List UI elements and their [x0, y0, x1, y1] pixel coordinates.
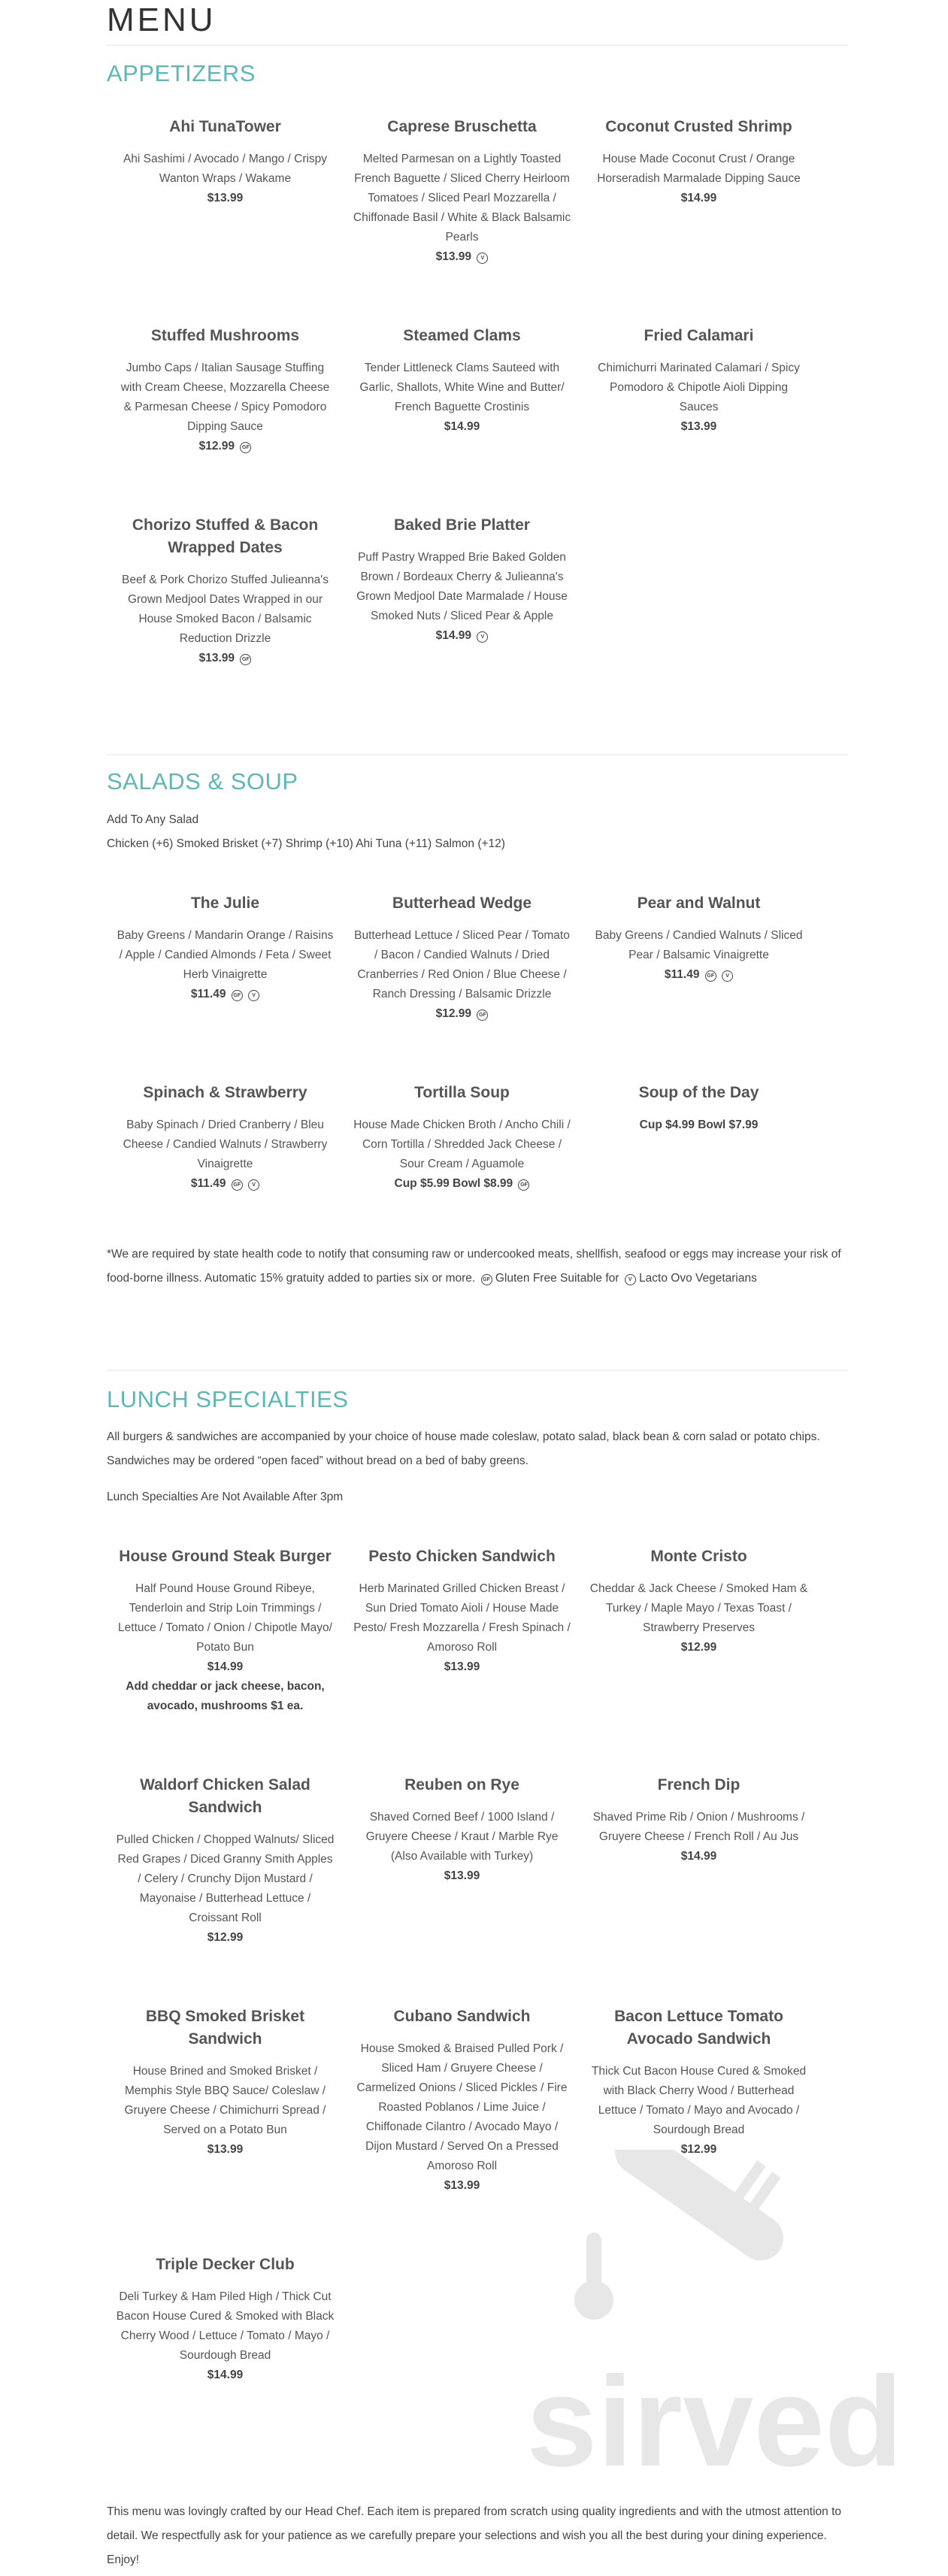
- vegetarian-icon: V: [625, 1274, 636, 1285]
- menu-grid: [107, 116, 848, 668]
- item-price-line: [116, 985, 335, 1004]
- item-name: Triple Decker Club: [156, 2256, 295, 2273]
- health-notice: [107, 1243, 848, 1291]
- item-note: (Also Available with Turkey): [390, 1850, 534, 1863]
- section-appetizers: [107, 45, 848, 668]
- menu-item: [344, 2005, 580, 2196]
- gluten-free-icon: GF: [240, 654, 251, 665]
- item-description: Deli Turkey & Ham Piled High / Thick Cut Bacon House Cured & Smoked with Black Cherry Wood / Lettuce / Tomato / Mayo / Sourdough Bread: [116, 2290, 335, 2362]
- item-name: Waldorf Chicken Salad Sandwich: [140, 1776, 310, 1816]
- item-description: Ahi Sashimi / Avocado / Mango / Crispy Wanton Wraps / Wakame: [123, 153, 328, 185]
- item-description: Baby Greens / Mandarin Orange / Raisins / Apple / Candied Almonds / Feta / Sweet Herb Vinaigrette: [117, 929, 334, 981]
- menu-item: [107, 1774, 344, 1948]
- item-price-line: [116, 437, 335, 456]
- item-description: Baby Spinach / Dried Cranberry / Bleu Cheese / Candied Walnuts / Strawberry Vinaigrette: [123, 1118, 328, 1170]
- notice-text: *We are required by state health code to notify that consuming raw or undercooked meats, shellfish, seafood or eggs may increase your risk of food-borne illness. Automatic 15% gratuity added to parties six or more.: [107, 1248, 841, 1285]
- menu-item: [344, 325, 580, 456]
- vegetarian-icon: V: [477, 631, 488, 643]
- vegetarian-icon: V: [248, 1179, 259, 1191]
- item-price-line: [589, 965, 808, 985]
- item-name: Soup of the Day: [638, 1084, 759, 1101]
- item-price: $12.99: [680, 1641, 717, 1654]
- menu-item: [580, 1774, 817, 1948]
- item-price: $13.99: [444, 2179, 480, 2192]
- item-price-line: [116, 649, 335, 668]
- item-description: Jumbo Caps / Italian Sausage Stuffing with Cream Cheese, Mozzarella Cheese & Parmesan Cheese / Spicy Pomodoro Dipping Sauce: [120, 362, 330, 433]
- notice-gf-label: Gluten Free Suitable for: [495, 1272, 619, 1285]
- svg-text:sirved: sirved: [526, 2350, 903, 2481]
- item-description: Thick Cut Bacon House Cured & Smoked with Black Cherry Wood / Butterhead Lettuce / Tomato / Mayo and Avocado / Sourdough Bread: [591, 2065, 807, 2136]
- item-name: Stuffed Mushrooms: [150, 327, 300, 344]
- item-price-line: [353, 1866, 571, 1886]
- item-price: $14.99: [207, 1660, 244, 1673]
- section-lunch-specialties: [107, 1370, 848, 2385]
- item-price: $14.99: [680, 1850, 717, 1863]
- gluten-free-icon: GF: [518, 1179, 529, 1191]
- item-description: Melted Parmesan on a Lightly Toasted French Baguette / Sliced Cherry Heirloom Tomatoes / Sliced Pearl Mozzarella / Chiffonade Basil / White & Black Balsamic Pearls: [353, 153, 571, 244]
- menu-item: [344, 514, 580, 668]
- menu-item: [580, 116, 817, 267]
- item-name: Pear and Walnut: [637, 894, 761, 912]
- intro-text: Add To Any Salad: [107, 813, 199, 826]
- item-description: House Smoked & Braised Pulled Pork / Sliced Ham / Gruyere Cheese / Carmelized Onions / Sliced Pickles / Fire Roasted Poblanos / Lime Juice / Chiffonade Cilantro / Avocado Mayo / Dijon Mustard / Served On a Pressed Amoroso Roll: [356, 2042, 568, 2172]
- item-price: $12.99: [207, 1931, 244, 1944]
- salad-addons: Chicken (+6) Smoked Brisket (+7) Shrimp (+10) Ahi Tuna (+11) Salmon (+12): [107, 837, 505, 850]
- item-price-line: [589, 1115, 808, 1135]
- item-price-line: [353, 247, 571, 267]
- item-description: Butterhead Lettuce / Sliced Pear / Tomato / Bacon / Candied Walnuts / Dried Cranberries / Red Onion / Blue Cheese / Ranch Dressing / Balsamic Drizzle: [354, 929, 570, 1000]
- item-price: $14.99: [435, 629, 472, 642]
- menu-item: [107, 2254, 344, 2385]
- item-price: $14.99: [207, 2369, 244, 2381]
- item-name: Steamed Clams: [403, 327, 521, 344]
- item-price: $11.49: [190, 1177, 226, 1190]
- item-name: Bacon Lettuce Tomato Avocado Sandwich: [614, 2008, 783, 2048]
- item-description: Beef & Pork Chorizo Stuffed Julieanna's Grown Medjool Dates Wrapped in our House Smoked Bacon / Balsamic Reduction Drizzle: [122, 574, 329, 645]
- item-name: Pesto Chicken Sandwich: [368, 1548, 556, 1565]
- item-description: Baby Greens / Candied Walnuts / Sliced Pear / Balsamic Vinaigrette: [595, 929, 803, 961]
- menu-item: [344, 1545, 580, 1716]
- item-price-line: [116, 2366, 335, 2385]
- vegetarian-icon: V: [722, 970, 733, 982]
- menu-item: [107, 325, 344, 456]
- item-price: Cup $4.99 Bowl $7.99: [639, 1118, 759, 1131]
- item-price: $13.99: [207, 192, 244, 204]
- menu-grid: [107, 1545, 848, 2385]
- section-heading: SALADS & SOUP: [107, 768, 298, 795]
- item-price: $13.99: [435, 250, 472, 263]
- availability-note: Lunch Specialties Are Not Available After 3pm: [107, 1491, 344, 1503]
- item-price-line: [353, 2176, 571, 2196]
- item-description: House Made Coconut Crust / Orange Horseradish Marmalade Dipping Sauce: [597, 153, 801, 185]
- menu-item: [344, 1082, 580, 1194]
- item-name: Baked Brie Platter: [394, 516, 530, 534]
- item-description: Tender Littleneck Clams Sauteed with Garlic, Shallots, White Wine and Butter/ French Baguette Crostinis: [359, 362, 565, 413]
- item-price: $11.49: [664, 968, 700, 981]
- item-price: $13.99: [444, 1660, 480, 1673]
- item-name: Chorizo Stuffed & Bacon Wrapped Dates: [132, 516, 319, 556]
- item-description: Half Pound House Ground Ribeye, Tenderloin and Strip Loin Trimmings / Lettuce / Tomato / Onion / Chipotle Mayo/ Potato Bun: [118, 1582, 332, 1654]
- item-description: Shaved Corned Beef / 1000 Island / Gruyere Cheese / Kraut / Marble Rye: [365, 1811, 559, 1843]
- notice-v-label: Lacto Ovo Vegetarians: [639, 1272, 757, 1285]
- menu-item: [580, 1545, 817, 1716]
- menu-item: [344, 892, 580, 1024]
- item-price-line: [116, 1928, 335, 1948]
- item-name: Butterhead Wedge: [392, 894, 532, 912]
- page-title: MENU: [107, 2, 217, 38]
- item-price-line: [589, 189, 808, 208]
- item-name: Coconut Crusted Shrimp: [605, 118, 792, 135]
- item-name: Tortilla Soup: [414, 1084, 510, 1101]
- item-price-line: [353, 417, 571, 437]
- menu-item: [580, 892, 817, 1024]
- menu-item: [344, 1774, 580, 1948]
- intro-text: All burgers & sandwiches are accompanied by your choice of house made coleslaw, potato salad, black bean & corn salad or potato chips. Sandwiches may be ordered “open faced” without bread on a bed of baby greens.: [107, 1430, 820, 1467]
- item-name: Spinach & Strawberry: [143, 1084, 307, 1101]
- chef-note-footer: This menu was lovingly crafted by our Head Chef. Each item is prepared from scratch using quality ingredients and with the utmost attention to detail. We respectfully ask for your patience as we carefully prepare your selections and wish you all the best during your dining experience. Enjoy!: [107, 2505, 841, 2566]
- menu-item: [580, 1082, 817, 1194]
- item-description: Cheddar & Jack Cheese / Smoked Ham & Turkey / Maple Mayo / Texas Toast / Strawberry Preserves: [589, 1582, 808, 1634]
- section-heading: LUNCH SPECIALTIES: [107, 1386, 349, 1412]
- item-price-line: [116, 1174, 335, 1194]
- item-name: Caprese Bruschetta: [387, 118, 537, 135]
- gluten-free-icon: GF: [232, 1179, 243, 1191]
- gluten-free-icon: GF: [481, 1274, 492, 1285]
- item-price-line: [116, 189, 335, 208]
- item-price-line: [116, 1657, 335, 1677]
- item-price-line: [353, 1657, 571, 1677]
- item-name: Monte Cristo: [650, 1548, 747, 1565]
- item-price-line: [353, 1174, 571, 1194]
- item-name: Ahi TunaTower: [169, 118, 281, 135]
- menu-item: [344, 116, 580, 267]
- item-name: French Dip: [657, 1776, 741, 1794]
- item-name: House Ground Steak Burger: [119, 1548, 332, 1565]
- item-price: $13.99: [680, 420, 717, 433]
- item-price-line: [353, 1004, 571, 1024]
- item-price: $13.99: [207, 2143, 244, 2156]
- menu-item: [107, 2005, 344, 2196]
- item-price: $12.99: [680, 2143, 717, 2156]
- gluten-free-icon: GF: [240, 442, 251, 453]
- gluten-free-icon: GF: [232, 990, 243, 1001]
- item-description: Pulled Chicken / Chopped Walnuts/ Sliced Red Grapes / Diced Granny Smith Apples / Celery / Crunchy Dijon Mustard / Mayonaise / Butterhead Lettuce / Croissant Roll: [116, 1833, 335, 1924]
- item-price-line: [116, 2140, 335, 2160]
- menu-item: [107, 514, 344, 668]
- section-salads-soup: [107, 755, 848, 1291]
- item-price: $12.99: [198, 440, 235, 453]
- item-price: Cup $5.99 Bowl $8.99: [394, 1177, 513, 1190]
- item-name: BBQ Smoked Brisket Sandwich: [145, 2008, 305, 2048]
- item-price-line: [589, 1847, 808, 1866]
- item-price-line: [589, 1638, 808, 1657]
- item-name: Cubano Sandwich: [393, 2008, 531, 2025]
- menu-item: [107, 116, 344, 267]
- vegetarian-icon: V: [248, 990, 259, 1001]
- item-price: $14.99: [680, 192, 717, 204]
- menu-item: [107, 892, 344, 1024]
- menu-item: [580, 2005, 817, 2196]
- item-price: $14.99: [444, 420, 480, 433]
- item-description: Chimichurri Marinated Calamari / Spicy Pomodoro & Chipotle Aioli Dipping Sauces: [598, 362, 800, 413]
- section-intro: [107, 808, 848, 856]
- item-name: The Julie: [190, 894, 260, 912]
- item-name: Reuben on Rye: [404, 1776, 519, 1794]
- item-price: $11.49: [190, 988, 226, 1000]
- menu-item: [580, 325, 817, 456]
- item-description: House Made Chicken Broth / Ancho Chili / Corn Tortilla / Shredded Jack Cheese / Sour Cream / Aguamole: [353, 1118, 571, 1170]
- vegetarian-icon: V: [477, 253, 488, 264]
- item-price-line: [589, 2140, 808, 2160]
- menu-grid: [107, 892, 848, 1194]
- item-description: House Brined and Smoked Brisket / Memphis Style BBQ Sauce/ Coleslaw / Gruyere Cheese / Chimichurri Spread / Served on a Potato Bun: [124, 2065, 326, 2136]
- item-price: $12.99: [435, 1007, 472, 1020]
- item-name: Fried Calamari: [644, 327, 754, 344]
- item-price: $13.99: [444, 1869, 480, 1882]
- item-price-line: [353, 626, 571, 646]
- menu-item: [107, 1545, 344, 1716]
- item-description: Shaved Prime Rib / Onion / Mushrooms / Gruyere Cheese / French Roll / Au Jus: [592, 1811, 805, 1843]
- item-price-line: [589, 417, 808, 437]
- item-price: $13.99: [198, 652, 235, 664]
- item-description: Puff Pastry Wrapped Brie Baked Golden Brown / Bordeaux Cherry & Julieanna's Grown Medjool Date Marmalade / House Smoked Nuts / Sliced Pear & Apple: [356, 551, 568, 622]
- item-addon: Add cheddar or jack cheese, bacon, avocado, mushrooms $1 ea.: [126, 1680, 325, 1712]
- section-heading: APPETIZERS: [107, 60, 256, 86]
- item-description: Herb Marinated Grilled Chicken Breast / Sun Dried Tomato Aioli / House Made Pesto/ Fresh Mozzarella / Fresh Spinach / Amoroso Roll: [353, 1582, 571, 1654]
- gluten-free-icon: GF: [705, 970, 716, 982]
- menu-item: [107, 1082, 344, 1194]
- gluten-free-icon: GF: [477, 1010, 488, 1021]
